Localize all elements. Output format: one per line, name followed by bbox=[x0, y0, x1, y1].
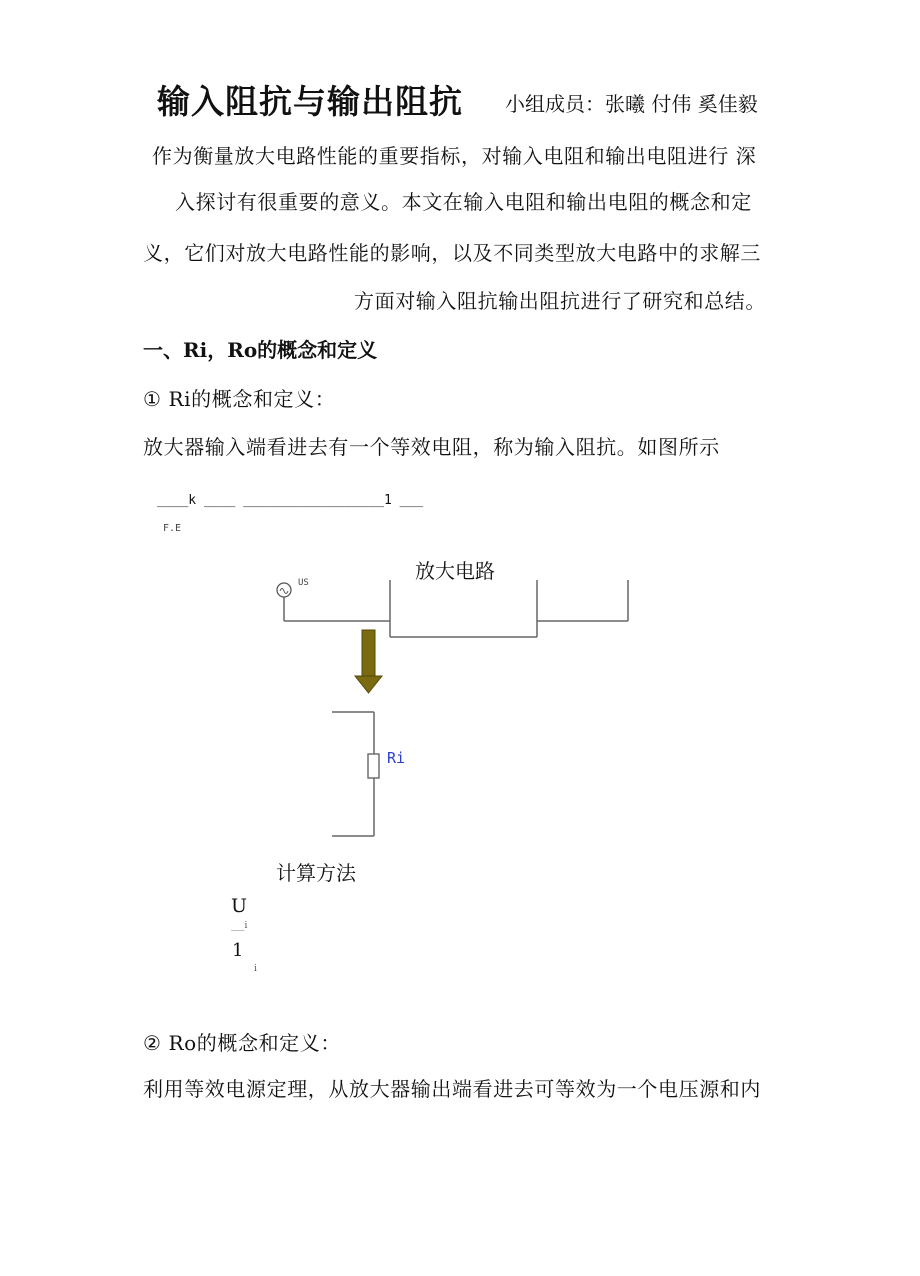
figure-small-label: F.E bbox=[163, 523, 182, 534]
resistor-icon bbox=[368, 754, 379, 778]
calc-method-label: 计算方法 bbox=[276, 861, 356, 885]
formula-denominator-subscript: i bbox=[254, 964, 257, 974]
page-title: 输入阻抗与输出阻抗 bbox=[157, 82, 463, 121]
ri-definition-text: 放大器输入端看进去有一个等效电阻，称为输入阻抗。如图所示 bbox=[143, 435, 720, 459]
intro-line-3: 义，它们对放大电路性能的影响，以及不同类型放大电路中的求解三 bbox=[143, 241, 761, 265]
amplifier-label: 放大电路 bbox=[415, 559, 495, 583]
down-arrow-icon bbox=[355, 630, 382, 693]
intro-line-4: 方面对输入阻抗输出阻抗进行了研究和总结。 bbox=[354, 289, 766, 313]
voltage-source-icon bbox=[277, 583, 291, 597]
intro-line-2: 入探讨有很重要的意义。本文在输入电阻和输出电阻的概念和定 bbox=[175, 190, 752, 214]
subsection-ri-heading: ① Ri的概念和定义： bbox=[143, 387, 336, 411]
formula-numerator: U bbox=[231, 895, 248, 917]
formula-denominator: 1 bbox=[232, 940, 244, 961]
figure-top-line: ____k ____ __________________1 ___ bbox=[157, 493, 424, 508]
source-label: US bbox=[298, 578, 309, 588]
resistor-label: Ri bbox=[387, 749, 406, 767]
section-heading: 一、Ri，Ro的概念和定义 bbox=[143, 338, 378, 362]
group-members: 小组成员：张曦 付伟 奚佳毅 bbox=[505, 92, 758, 116]
ro-definition-text: 利用等效电源定理，从放大器输出端看进去可等效为一个电压源和内 bbox=[143, 1077, 761, 1101]
intro-line-1: 作为衡量放大电路性能的重要指标，对输入电阻和输出电阻进行 深 bbox=[152, 144, 757, 168]
subsection-ro-heading: ② Ro的概念和定义： bbox=[143, 1031, 341, 1055]
formula-numerator-subscript: ___i bbox=[231, 921, 248, 931]
